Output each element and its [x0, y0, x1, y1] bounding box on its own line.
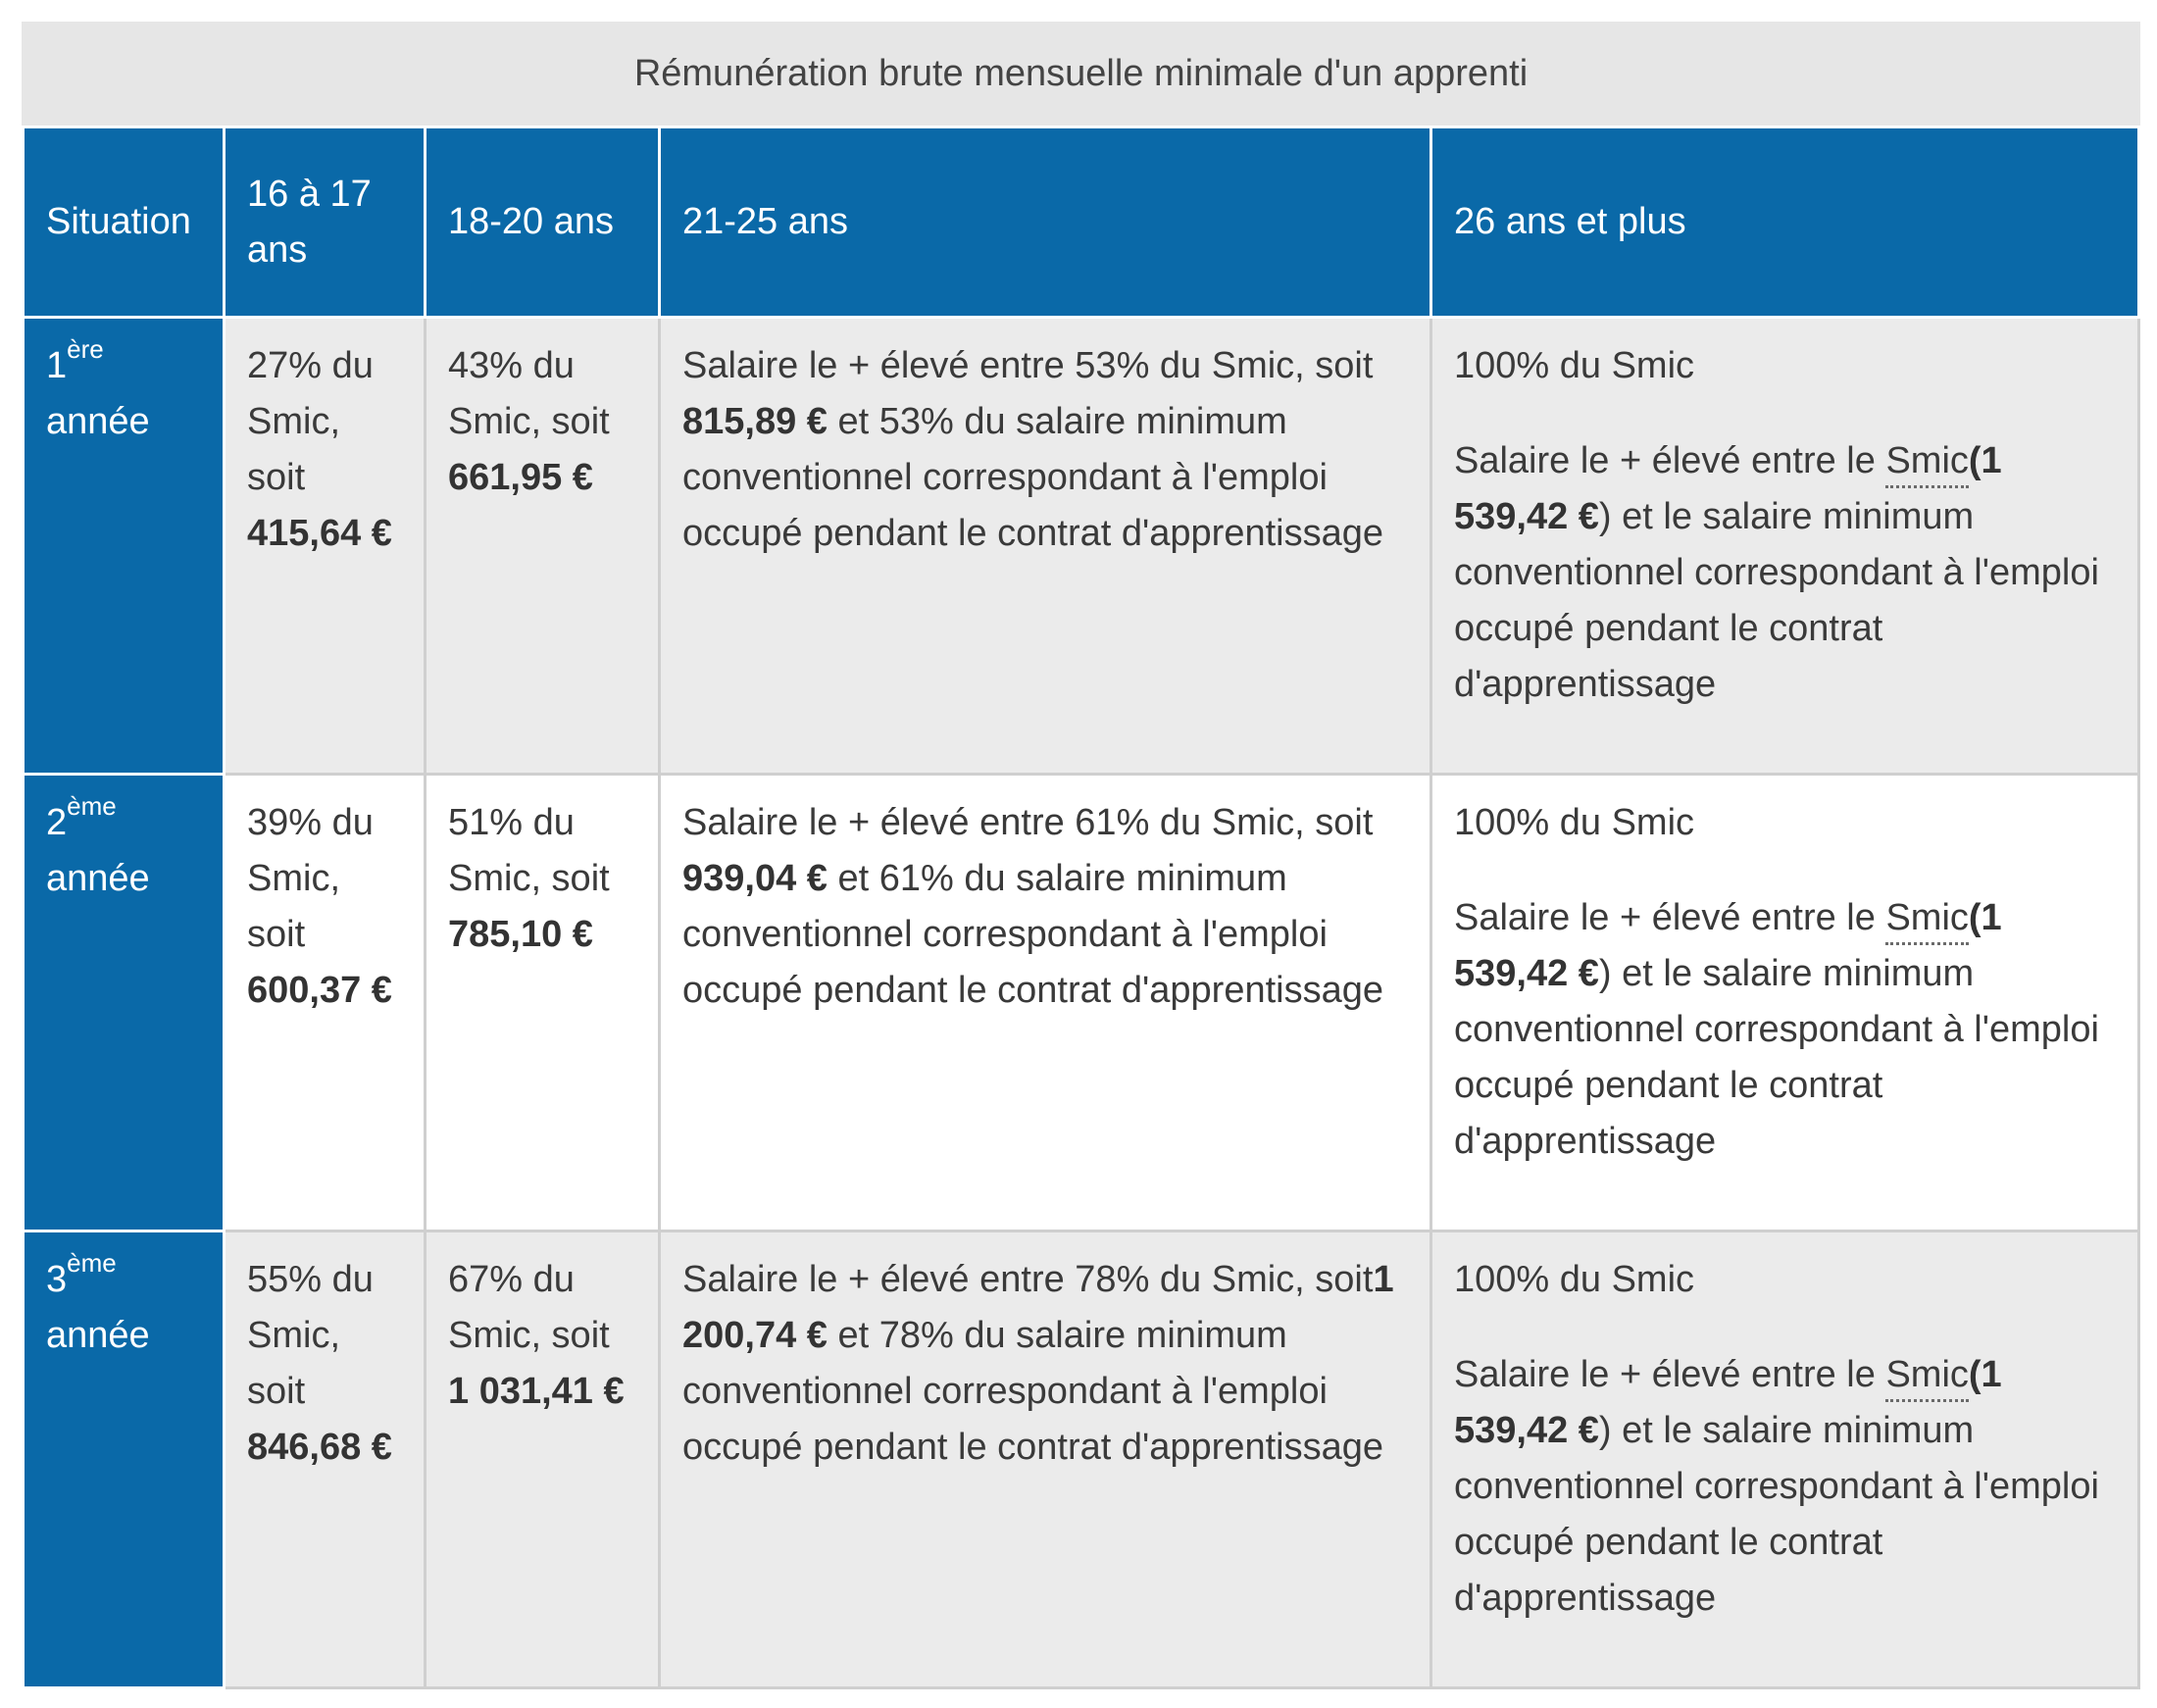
row-label-word: année [46, 1315, 150, 1356]
cell-amount: (1 539,42 € [1454, 897, 2002, 994]
row-label-word: année [46, 401, 150, 442]
header-16-17: 16 à 17 ans [225, 127, 426, 318]
cell-text: ) et le salaire minimum conventionnel correspondant à l'emploi occupé pendant le contrat d'apprentissage [1454, 496, 2099, 705]
cell-text: ) et le salaire minimum conventionnel correspondant à l'emploi occupé pendant le contrat d'apprentissage [1454, 953, 2099, 1162]
cell-text: Salaire le + élevé entre 61% du Smic, soit [682, 802, 1374, 843]
cell-text: Salaire le + élevé entre le [1454, 1354, 1886, 1395]
cell-paragraph [1454, 890, 2116, 1170]
cell-16-17 [225, 775, 426, 1231]
cell-paragraph [1454, 1347, 2116, 1627]
row-label [24, 1231, 225, 1688]
row-label-number: 2 [46, 802, 68, 843]
row-label-number: 3 [46, 1259, 68, 1300]
cell-amount: 415,64 € [247, 513, 392, 554]
cell-text: et 78% du salaire minimum conventionnel correspondant à l'emploi occupé pendant le contrat d'apprentissage [682, 1315, 1383, 1468]
cell-text: et 53% du salaire minimum conventionnel correspondant à l'emploi occupé pendant le contrat d'apprentissage [682, 401, 1383, 554]
cell-18-20 [426, 775, 660, 1231]
header-row [24, 127, 2139, 318]
cell-amount: 939,04 € [682, 858, 828, 899]
table-row [24, 1231, 2139, 1688]
cell-text: 43% du Smic, soit [448, 345, 610, 442]
row-label [24, 775, 225, 1231]
header-26-plus: 26 ans et plus [1431, 127, 2139, 318]
cell-16-17 [225, 318, 426, 775]
cell-18-20 [426, 1231, 660, 1688]
cell-text: Salaire le + élevé entre le [1454, 897, 1886, 938]
cell-text: 27% du Smic, soit [247, 345, 374, 498]
table-caption: Rémunération brute mensuelle minimale d'un apprenti [22, 22, 2140, 126]
cell-text: 55% du Smic, soit [247, 1259, 374, 1412]
apprentice-salary-table [22, 22, 2140, 1689]
cell-21-25 [660, 775, 1431, 1231]
row-label-number: 1 [46, 345, 68, 386]
row-label [24, 318, 225, 775]
smic-abbreviation[interactable]: Smic [1885, 436, 1968, 488]
cell-text: et 61% du salaire minimum conventionnel correspondant à l'emploi occupé pendant le contrat d'apprentissage [682, 858, 1383, 1011]
cell-18-20 [426, 318, 660, 775]
cell-amount: 815,89 € [682, 401, 828, 442]
cell-16-17 [225, 1231, 426, 1688]
cell-26-plus [1431, 1231, 2139, 1688]
cell-amount: 1 200,74 € [682, 1259, 1394, 1356]
cell-text: 100% du Smic [1454, 1259, 1695, 1300]
table-row [24, 318, 2139, 775]
cell-text: Salaire le + élevé entre 53% du Smic, soit [682, 345, 1374, 386]
cell-text: Salaire le + élevé entre le [1454, 440, 1886, 481]
smic-abbreviation[interactable]: Smic [1885, 1350, 1968, 1402]
cell-amount: 785,10 € [448, 914, 593, 955]
cell-26-plus [1431, 318, 2139, 775]
cell-text: 67% du Smic, soit [448, 1259, 610, 1356]
cell-text: 100% du Smic [1454, 802, 1695, 843]
row-label-suffix: ère [67, 334, 104, 365]
cell-amount: (1 539,42 € [1454, 1354, 2002, 1451]
cell-26-plus [1431, 775, 2139, 1231]
cell-text: 39% du Smic, soit [247, 802, 374, 955]
cell-amount: 1 031,41 € [448, 1371, 625, 1412]
cell-21-25 [660, 1231, 1431, 1688]
row-label-suffix: ème [67, 1248, 117, 1279]
cell-21-25 [660, 318, 1431, 775]
row-label-suffix: ème [67, 791, 117, 822]
cell-paragraph [1454, 433, 2116, 713]
row-label-word: année [46, 858, 150, 899]
header-18-20: 18-20 ans [426, 127, 660, 318]
cell-text: Salaire le + élevé entre 78% du Smic, soit [682, 1259, 1374, 1300]
cell-text: ) et le salaire minimum conventionnel correspondant à l'emploi occupé pendant le contrat d'apprentissage [1454, 1410, 2099, 1619]
cell-amount: 600,37 € [247, 970, 392, 1011]
cell-amount: 661,95 € [448, 457, 593, 498]
table-row [24, 775, 2139, 1231]
header-situation: Situation [24, 127, 225, 318]
cell-amount: (1 539,42 € [1454, 440, 2002, 537]
smic-abbreviation[interactable]: Smic [1885, 893, 1968, 945]
cell-amount: 846,68 € [247, 1427, 392, 1468]
cell-text: 51% du Smic, soit [448, 802, 610, 899]
header-21-25: 21-25 ans [660, 127, 1431, 318]
cell-text: 100% du Smic [1454, 345, 1695, 386]
apprentice-salary-table-wrapper [22, 22, 2137, 1689]
